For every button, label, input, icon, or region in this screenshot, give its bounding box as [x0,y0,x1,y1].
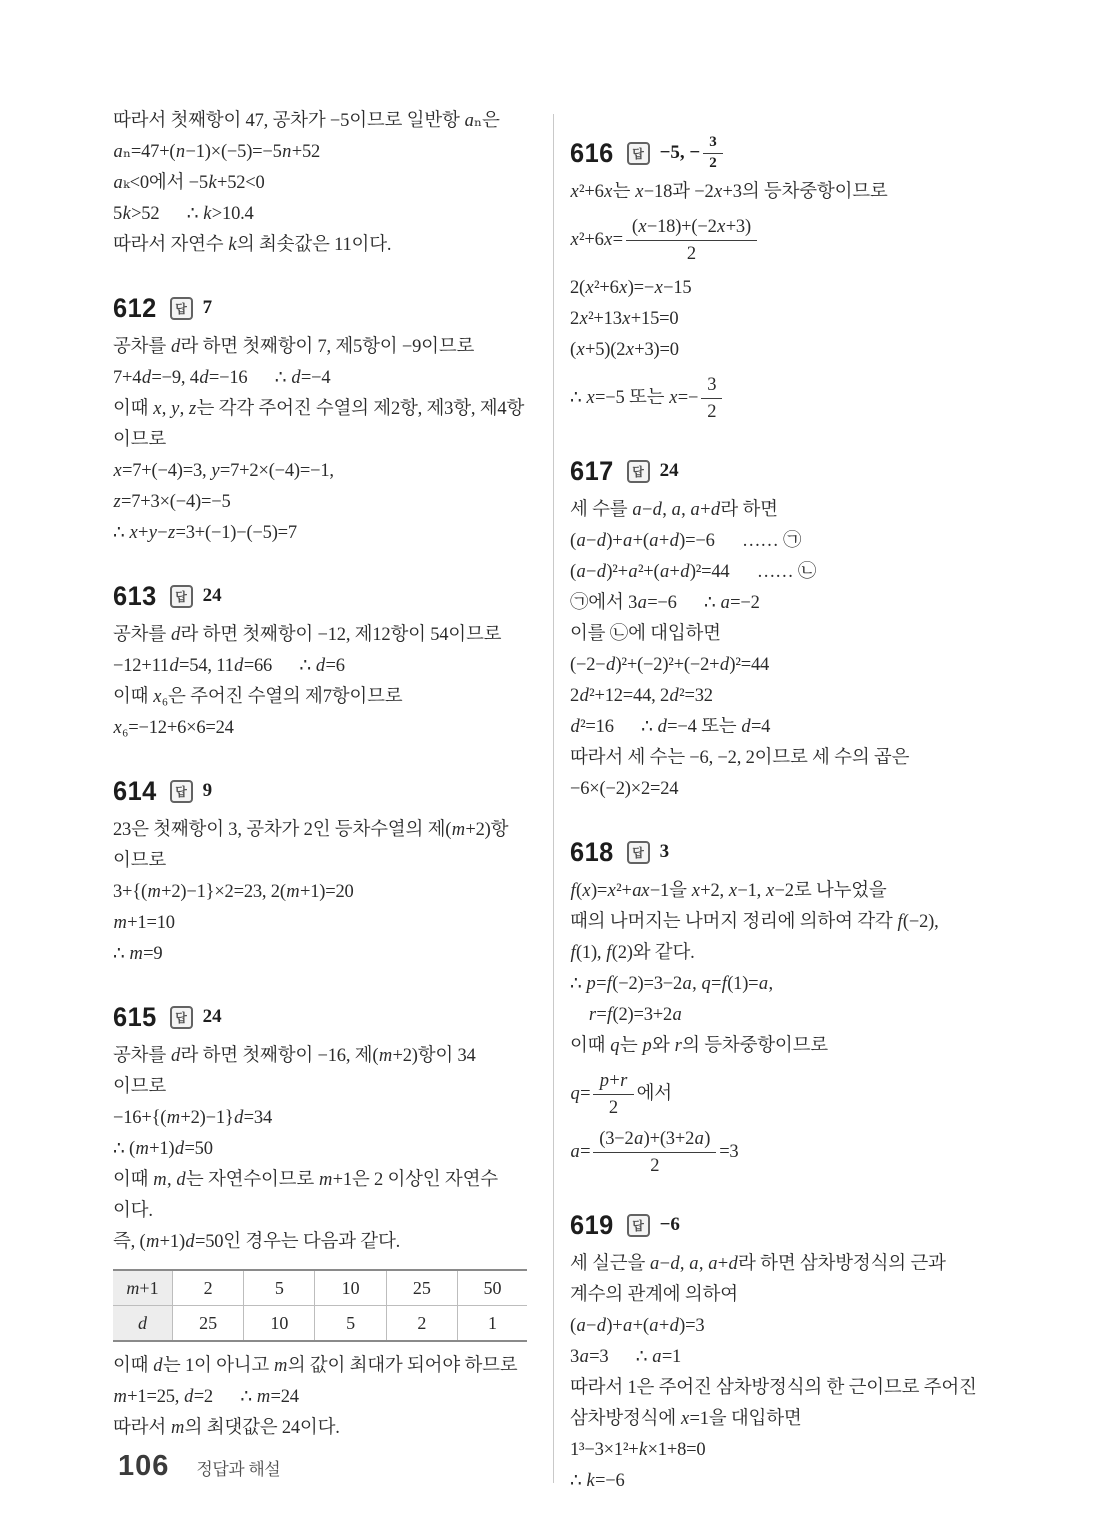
solution-line: 2x²+13x+15=0 [570,309,679,329]
solution-line: m+1=25, d=2 ∴ m=24 [113,1387,299,1407]
solution-line: −16+{(m+2)−1}d=34 [113,1108,273,1128]
solution-line: 2(x²+6x)=−x−15 [570,278,692,298]
problem-number: 615 [113,1001,157,1032]
solution-line: (a−d)²+a²+(a+d)²=44 …… ㉡ [570,562,817,582]
solution-line: 3+{(m+2)−1}×2=23, 2(m+1)=20 [113,882,354,902]
solution-line: x=7+(−4)=3, y=7+2×(−4)=−1, [113,461,334,481]
solution-line: x²+6x는 x−18과 −2x+3의 등차중항이므로 [570,182,888,202]
solution-line: 이를 ㉡에 대입하면 [570,624,721,644]
table-header-cell: m+1 [113,1270,173,1306]
fraction: $\frac{(x-18)+(-2x+3)}{2}$ [626,215,757,266]
column-divider [553,114,554,1483]
solution-line: (−2−d)²+(−2)²+(−2+d)²=44 [570,655,770,675]
solution-line: ∴ m=9 [113,944,163,964]
answer-badge: 답 [170,585,193,608]
problem-619 [570,1205,1008,1497]
solution-line: −12+11d=54, 11d=66 ∴ d=6 [113,656,345,676]
solution-line: aₙ=47+(n−1)×(−5)=−5n+52 [113,142,321,162]
solution-line: x₆=−12+6×6=24 [113,718,234,738]
solution-line: q= $\frac{p+r}{2}$ 에서 [570,1071,672,1118]
solution-line: 공차를 d라 하면 첫째항이 7, 제5항이 −9이므로 [113,337,475,357]
solution-line: 이때 d는 1이 아니고 m의 값이 최대가 되어야 하므로 [113,1356,518,1376]
solution-line: 따라서 세 수는 −6, −2, 2이므로 세 수의 곱은 [570,748,910,768]
table-header-cell: d [113,1306,173,1342]
answer-value: 24 [202,585,222,606]
solution-line: 이때 q는 p와 r의 등차중항이므로 [570,1036,828,1056]
solution-line: 이므로 [113,1077,167,1097]
answer-badge: 답 [627,460,650,483]
problem-number: 613 [113,580,157,611]
right-column [570,106,1008,1497]
solution-line: x²+6x= $\frac{(x-18)+(-2x+3)}{2}$ [570,215,1008,266]
solution-line: ∴ p=f(−2)=3−2a, q=f(1)=a, [570,974,773,994]
answer-value: 3 [659,841,670,862]
footer-label: 정답과 해설 [196,1460,281,1479]
solution-line: ㉠에서 3a=−6 ∴ a=−2 [570,593,760,613]
answer-value: 24 [659,460,679,481]
solution-line: 때의 나머지는 나머지 정리에 의하여 각각 f(−2), [570,912,939,932]
solution-table-wrap [113,1269,537,1342]
solution-line: ∴ (m+1)d=50 [113,1139,213,1159]
problem-number: 612 [113,292,157,323]
answer-value: 24 [202,1006,222,1027]
table-cell: 2 [173,1270,244,1306]
answer-badge: 답 [170,297,193,320]
page-number: 106 [118,1450,170,1482]
solution-line: 즉, (m+1)d=50인 경우는 다음과 같다. [113,1232,401,1252]
solution-line: (a−d)+a+(a+d)=3 [570,1316,705,1336]
solution-line: 이때 m, d는 자연수이므로 m+1은 2 이상인 자연수 [113,1170,498,1190]
fraction: $\frac{3}{2}$ [701,373,722,424]
solution-line: 세 실근을 a−d, a, a+d라 하면 삼차방정식의 근과 [570,1254,946,1274]
solution-line: 3a=3 ∴ a=1 [570,1347,682,1367]
problem-612 [113,288,537,549]
answer-value: 9 [202,780,213,801]
solution-line: 삼차방정식에 x=1을 대입하면 [570,1409,802,1429]
solution-line: 공차를 d라 하면 첫째항이 −16, 제(m+2)항이 34 [113,1046,476,1066]
footer [118,1450,280,1483]
solution-line: 공차를 d라 하면 첫째항이 −12, 제12항이 54이므로 [113,625,502,645]
fraction: $\frac{p+r}{2}$ [593,1069,633,1120]
problem-617 [570,451,1008,805]
table-cell: 10 [244,1306,315,1342]
solution-line: f(1), f(2)와 같다. [570,943,695,963]
table-cell: 2 [386,1306,457,1342]
answer-badge: 답 [627,841,650,864]
fraction: $\frac{3}{2}$ [703,134,723,172]
solution-line: 5k>52 ∴ k>10.4 [113,204,254,224]
problem-number: 617 [570,455,614,486]
problem-header [570,1205,1008,1245]
solution-line: 2d²+12=44, 2d²=32 [570,686,713,706]
solution-line: 따라서 1은 주어진 삼차방정식의 한 근이므로 주어진 [570,1378,977,1398]
solution-line: 따라서 자연수 k의 최솟값은 11이다. [113,235,392,255]
solution-line: d²=16 ∴ d=−4 또는 d=4 [570,717,771,737]
table-row [113,1306,527,1342]
answer-badge: 답 [170,1006,193,1029]
table-cell: 1 [457,1306,527,1342]
solution-line: 따라서 첫째항이 47, 공차가 −5이므로 일반항 aₙ은 [113,111,500,131]
table-cell: 50 [457,1270,527,1306]
continuation-block [113,106,537,261]
solution-line: ∴ k=−6 [570,1471,625,1491]
solution-line: r=f(2)=3+2a [588,1005,682,1025]
two-column-layout [113,106,1008,1497]
problem-613 [113,576,537,744]
answer-badge: 답 [170,780,193,803]
table-cell: 5 [244,1270,315,1306]
solution-line: 이므로 [113,851,167,871]
solution-line: 세 수를 a−d, a, a+d라 하면 [570,500,778,520]
table-cell: 25 [386,1270,457,1306]
fraction: $\frac{(3-2a)+(3+2a)}{2}$ [593,1127,716,1178]
problem-number: 614 [113,775,157,806]
solution-line: −6×(−2)×2=24 [570,779,679,799]
left-column [113,106,537,1497]
answer-badge: 답 [627,1214,650,1237]
solution-line: 이다. [113,1201,153,1221]
solution-line: 23은 첫째항이 3, 공차가 2인 등차수열의 제(m+2)항 [113,820,509,840]
solution-line: m+1=10 [113,913,175,933]
solution-line: 계수의 관계에 의하여 [570,1285,738,1305]
solution-line: 이때 x, y, z는 각각 주어진 수열의 제2항, 제3항, 제4항 [113,399,525,419]
solution-line: 이므로 [113,430,167,450]
problem-header [570,451,1008,491]
table-cell: 5 [315,1306,386,1342]
table-cell: 10 [315,1270,386,1306]
solution-line: (x+5)(2x+3)=0 [570,340,679,360]
solution-line: 따라서 m의 최댓값은 24이다. [113,1418,340,1438]
solution-line: f(x)=x²+ax−1을 x+2, x−1, x−2로 나누었을 [570,881,887,901]
problem-618 [570,832,1008,1178]
problem-number: 619 [570,1209,614,1240]
solution-line: ∴ x+y−z=3+(−1)−(−5)=7 [113,523,297,543]
solution-line: a= $\frac{(3-2a)+(3+2a)}{2}$ =3 [570,1129,739,1176]
answer-badge: 답 [627,142,650,165]
solution-line: aₖ<0에서 −5k+52<0 [113,173,265,193]
answer-value: −5, − $\frac{3}{2}$ [660,134,726,172]
table-row [113,1270,527,1306]
problem-header [113,771,537,811]
table-cell: 25 [173,1306,244,1342]
solution-line: z=7+3×(−4)=−5 [113,492,231,512]
solution-line: 1³−3×1²+k×1+8=0 [570,1440,706,1460]
solution-line: 7+4d=−9, 4d=−16 ∴ d=−4 [113,368,331,388]
solution-line: ∴ x=−5 또는 x=− $\frac{3}{2}$ [570,373,1008,424]
answer-value: 7 [202,297,213,318]
problem-616 [570,133,1008,424]
problem-header [113,288,537,328]
problem-number: 618 [570,836,614,867]
problem-header [570,832,1008,872]
problem-number: 616 [570,137,614,168]
solution-line: (a−d)+a+(a+d)=−6 …… ㉠ [570,531,802,551]
problem-header [570,133,1008,173]
problem-614 [113,771,537,970]
problem-615 [113,997,537,1444]
solution-line: 이때 x₆은 주어진 수열의 제7항이므로 [113,687,403,707]
solution-table [113,1269,527,1342]
problem-header [113,997,537,1037]
problem-header [113,576,537,616]
answer-value: −6 [659,1214,680,1235]
